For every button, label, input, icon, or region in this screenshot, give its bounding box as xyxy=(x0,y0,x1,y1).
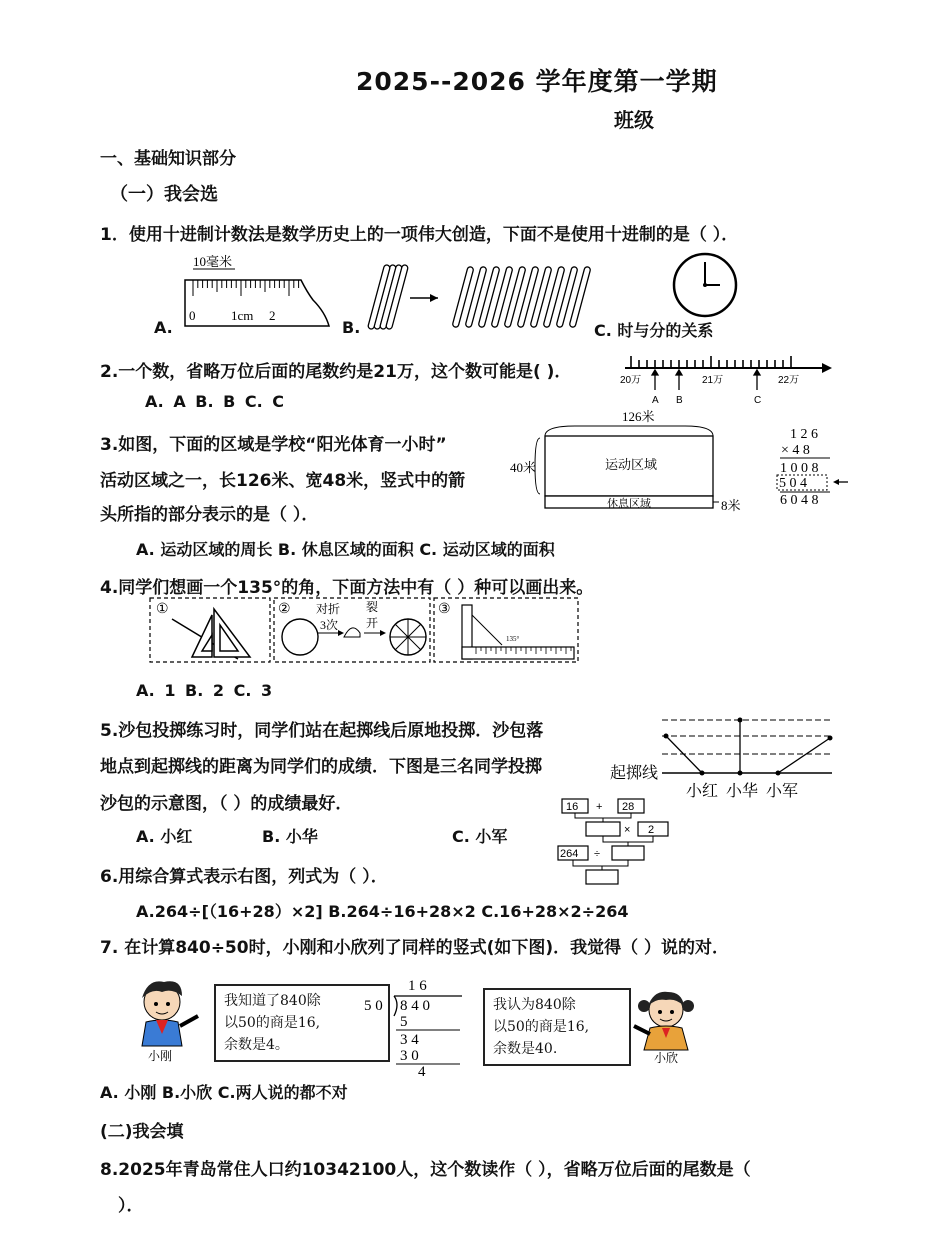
svg-text:+: + xyxy=(596,801,603,813)
question-7-text: 7. 在计算840÷50时，小刚和小欣列了同样的竖式(如下图)．我觉得（ ）说的对． xyxy=(100,938,730,958)
question-3-line1: 3.如图，下面的区域是学校“阳光体育一小时” xyxy=(100,435,447,455)
svg-text:8米: 8米 xyxy=(721,498,741,513)
svg-text:运动区域: 运动区域 xyxy=(605,457,658,472)
svg-text:小欣: 小欣 xyxy=(654,1051,679,1065)
boy-xiaogang-avatar xyxy=(128,974,212,1064)
girl-xiaoxin-avatar xyxy=(620,986,706,1066)
svg-text:22万: 22万 xyxy=(778,375,800,386)
svg-text:B: B xyxy=(676,395,683,406)
svg-text:3 0: 3 0 xyxy=(400,1048,419,1064)
svg-text:开: 开 xyxy=(366,616,379,630)
question-3-line3: 头所指的部分表示的是（ ）． xyxy=(100,505,319,525)
question-6-text: 6.用综合算式表示右图，列式为（ ）． xyxy=(100,867,388,887)
q3-vertical-calc xyxy=(776,424,856,510)
svg-text:÷: ÷ xyxy=(594,848,601,860)
svg-text:16: 16 xyxy=(566,801,579,813)
svg-text:126米: 126米 xyxy=(622,409,655,424)
svg-text:休息区域: 休息区域 xyxy=(607,498,651,510)
svg-text:起掷线: 起掷线 xyxy=(610,765,659,782)
ruler-figure xyxy=(183,252,333,332)
svg-text:×: × xyxy=(624,824,631,836)
svg-text:264: 264 xyxy=(560,848,579,860)
question-5-line1: 5.沙包投掷练习时，同学们站在起掷线后原地投掷．沙包落 xyxy=(100,721,544,741)
svg-text:小刚: 小刚 xyxy=(148,1049,173,1063)
svg-text:2: 2 xyxy=(648,824,655,836)
svg-text:0: 0 xyxy=(189,308,196,323)
question-8-text: 8.2025年青岛常住人口约10342100人，这个数读作（ ），省略万位后面的尾数是（ xyxy=(100,1160,751,1180)
speech-bubble-xiaogang: 我知道了840除 以50的商是16, 余数是4。 xyxy=(214,984,390,1062)
svg-text:4: 4 xyxy=(418,1064,426,1080)
section-heading-basics: 一、基础知识部分 xyxy=(100,149,236,169)
svg-text:2: 2 xyxy=(269,308,276,323)
question-5-line2: 地点到起掷线的距离为同学们的成绩．下图是三名同学投掷 xyxy=(100,757,542,777)
q6-options: A.264÷[（16+28）×2] B.264÷16+28×2 C.16+28×2÷264 xyxy=(136,902,629,921)
q5-option-b: B. 小华 xyxy=(262,827,318,846)
svg-text:3次: 3次 xyxy=(320,618,339,632)
sticks-figure xyxy=(368,262,608,334)
svg-text:8 4 0: 8 4 0 xyxy=(400,998,430,1014)
svg-text:135°: 135° xyxy=(506,635,520,643)
svg-text:小红: 小红 xyxy=(686,783,719,800)
q2-options: A. A B. B C. C xyxy=(145,392,285,411)
svg-text:对折: 对折 xyxy=(316,602,341,616)
svg-text:A: A xyxy=(652,395,659,406)
q3-options: A. 运动区域的周长 B. 休息区域的面积 C. 运动区域的面积 xyxy=(136,540,555,559)
question-1-text: 1．使用十进制计数法是数学历史上的一项伟大创造，下面不是使用十进制的是（ ）． xyxy=(100,225,739,245)
q5-option-a: A. 小红 xyxy=(136,827,193,846)
svg-text:小军: 小军 xyxy=(766,783,799,800)
svg-text:5 0: 5 0 xyxy=(364,998,383,1014)
q4-options: A. 1 B. 2 C. 3 xyxy=(136,681,273,700)
q1-option-a: A. xyxy=(154,318,173,337)
sandbag-throw-figure xyxy=(610,716,835,806)
question-5-line3: 沙包的示意图，（ ）的成绩最好． xyxy=(100,794,353,814)
svg-text:40米: 40米 xyxy=(510,460,537,475)
question-3-line2: 活动区域之一，长126米、宽48米，竖式中的箭 xyxy=(100,471,466,491)
svg-text:6 0 4 8: 6 0 4 8 xyxy=(780,493,819,508)
svg-text:1 0 0 8: 1 0 0 8 xyxy=(780,461,819,476)
svg-text:5: 5 xyxy=(400,1014,408,1030)
q5-option-c: C. 小军 xyxy=(452,827,508,846)
document-title: 2025--2026 学年度第一学期 xyxy=(356,67,718,96)
flow-chart-figure xyxy=(556,796,676,888)
svg-text:③: ③ xyxy=(438,602,451,617)
svg-text:裂: 裂 xyxy=(366,600,379,614)
subsection-choose: （一）我会选 xyxy=(110,184,218,205)
number-line-figure xyxy=(620,346,835,408)
question-4-text: 4.同学们想画一个135°的角，下面方法中有（ ）种可以画出来。 xyxy=(100,578,594,598)
subsection-fill: (二)我会填 xyxy=(100,1122,184,1142)
svg-text:1 6: 1 6 xyxy=(408,978,427,994)
svg-text:1 2 6: 1 2 6 xyxy=(790,427,818,442)
q7-options: A. 小刚 B.小欣 C.两人说的都不对 xyxy=(100,1083,348,1102)
sports-area-figure xyxy=(505,406,755,516)
speech-bubble-xiaoxin: 我认为840除 以50的商是16, 余数是40. xyxy=(483,988,631,1066)
svg-text:小华: 小华 xyxy=(726,783,759,800)
angle-methods-figure xyxy=(150,597,580,667)
svg-text:②: ② xyxy=(278,602,291,617)
q1-option-b: B. xyxy=(342,318,361,337)
svg-text:28: 28 xyxy=(622,801,635,813)
question-8-tail: ）． xyxy=(118,1196,144,1216)
svg-text:①: ① xyxy=(156,602,169,617)
q1-option-c: C. 时与分的关系 xyxy=(594,321,714,340)
svg-text:21万: 21万 xyxy=(702,375,724,386)
q7-long-division xyxy=(360,976,470,1080)
svg-text:20万: 20万 xyxy=(620,375,642,386)
svg-text:3 4: 3 4 xyxy=(400,1032,419,1048)
question-2-text: 2.一个数，省略万位后面的尾数约是21万，这个数可能是( )． xyxy=(100,362,572,382)
svg-text:1cm: 1cm xyxy=(231,308,254,323)
svg-text:C: C xyxy=(754,395,762,406)
class-label: 班级 xyxy=(614,108,654,132)
ruler-label: 10毫米 xyxy=(193,254,233,269)
svg-text:5 0 4: 5 0 4 xyxy=(779,476,807,491)
svg-text:× 4 8: × 4 8 xyxy=(781,443,810,458)
clock-icon xyxy=(672,252,738,318)
